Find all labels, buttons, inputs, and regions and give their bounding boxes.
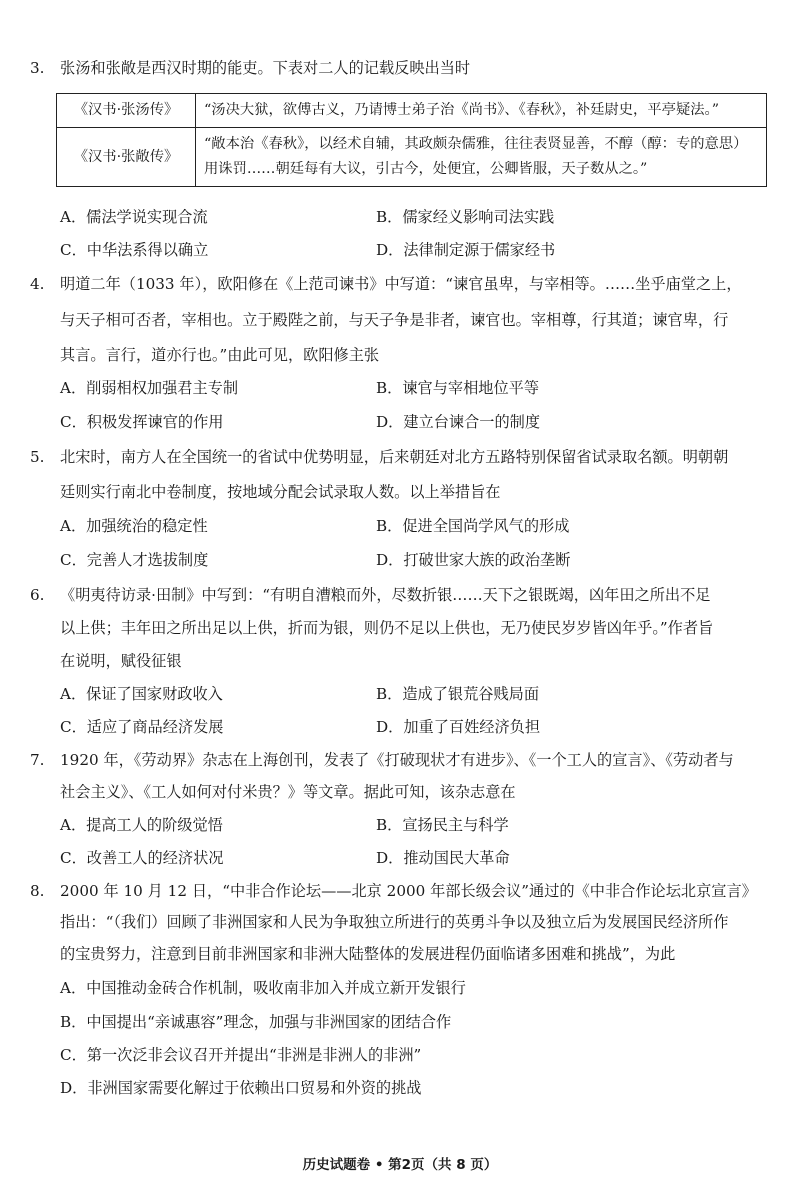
option-b[interactable]: B．谏官与宰相地位平等 [376, 379, 540, 397]
option-a[interactable]: A．中国推动金砖合作机制，吸收南非加入并成立新开发银行 [60, 979, 466, 997]
option-d[interactable]: D．加重了百姓经济负担 [376, 718, 541, 736]
question-4-number: 4. [30, 275, 45, 293]
option-a[interactable]: A．提高工人的阶级觉悟 [60, 816, 223, 834]
question-6-line-2: 以上供；丰年田之所出足以上供，折而为银，则仍不足以上供也，无乃使民岁岁皆凶年乎。”作者旨 [60, 619, 714, 637]
option-b[interactable]: B．中国提出“亲诚惠容”理念，加强与非洲国家的团结合作 [60, 1013, 452, 1031]
table-book-cell: 《汉书·张汤传》 [57, 94, 196, 128]
table-row [57, 128, 767, 187]
option-b[interactable]: B．促进全国尚学风气的形成 [376, 517, 570, 535]
question-8-line-2: 指出：“（我们）回顾了非洲国家和人民为争取独立所进行的英勇斗争以及独立后为发展国民经济所作 [60, 913, 729, 931]
table-book-cell: 《汉书·张敞传》 [57, 128, 196, 187]
question-4-line-3: 其言。言行，道亦行也。”由此可见，欧阳修主张 [60, 346, 380, 364]
option-a[interactable]: A．削弱相权加强君主专制 [60, 379, 239, 397]
question-7-line-2: 社会主义》、《工人如何对付米贵？》等文章。据此可知，该杂志意在 [60, 783, 516, 801]
option-c[interactable]: C．完善人才选拔制度 [60, 551, 209, 569]
question-5-line-2: 廷则实行南北中卷制度，按地域分配会试录取人数。以上举措旨在 [60, 483, 501, 501]
question-7-number: 7. [30, 751, 45, 769]
question-6-line-1: 《明夷待访录·田制》中写到：“有明自漕粮而外，尽数折银……天下之银既竭，凶年田之所出不足 [60, 586, 711, 604]
option-d[interactable]: D．推动国民大革命 [376, 849, 510, 867]
question-6-line-3: 在说明，赋役征银 [60, 652, 182, 670]
question-8-line-1: 2000 年 10 月 12 日，“中非合作论坛——北京 2000 年部长级会议”通过的《中非合作论坛北京宣言》 [60, 882, 757, 900]
question-3-number: 3. [30, 59, 45, 77]
option-c[interactable]: C．第一次泛非会议召开并提出“非洲是非洲人的非洲” [60, 1046, 422, 1064]
option-d[interactable]: D．非洲国家需要化解过于依赖出口贸易和外资的挑战 [60, 1079, 422, 1097]
source-table [56, 93, 767, 187]
question-8-number: 8. [30, 882, 45, 900]
option-b[interactable]: B．宣扬民主与科学 [376, 816, 509, 834]
option-a[interactable]: A．加强统治的稳定性 [60, 517, 208, 535]
question-4-line-1: 明道二年（1033 年），欧阳修在《上范司谏书》中写道：“谏官虽卑，与宰相等。……坐乎庙堂之上， [60, 275, 742, 293]
question-4-line-2: 与天子相可否者，宰相也。立于殿陛之前，与天子争是非者，谏官也。宰相尊，行其道；谏官卑，行 [60, 311, 729, 329]
table-quote-cell: “汤决大狱，欲傅古义，乃请博士弟子治《尚书》、《春秋》，补廷尉史，平亭疑法。” [196, 94, 767, 128]
option-c[interactable]: C．改善工人的经济状况 [60, 849, 224, 867]
option-c[interactable]: C．积极发挥谏官的作用 [60, 413, 224, 431]
option-c[interactable]: C．适应了商品经济发展 [60, 718, 224, 736]
option-d[interactable]: D．建立台谏合一的制度 [376, 413, 541, 431]
question-8-line-3: 的宝贵努力，注意到目前非洲国家和非洲大陆整体的发展进程仍面临诸多困难和挑战”，为此 [60, 945, 676, 963]
option-d[interactable]: D．打破世家大族的政治垄断 [376, 551, 571, 569]
option-b[interactable]: B．造成了银荒谷贱局面 [376, 685, 540, 703]
question-5-line-1: 北宋时，南方人在全国统一的省试中优势明显，后来朝廷对北方五路特别保留省试录取名额。明朝朝 [60, 448, 729, 466]
table-row [57, 94, 767, 128]
question-5-number: 5. [30, 448, 45, 466]
page-footer: 历史试题卷 • 第2页（共 8 页） [302, 1157, 498, 1173]
question-6-number: 6. [30, 586, 45, 604]
option-c[interactable]: C．中华法系得以确立 [60, 241, 209, 259]
question-7-line-1: 1920 年，《劳动界》杂志在上海创刊，发表了《打破现状才有进步》、《一个工人的宣言》、《劳动者与 [60, 751, 734, 769]
question-3-stem: 张汤和张敞是西汉时期的能吏。下表对二人的记载反映出当时 [60, 59, 471, 77]
option-d[interactable]: D．法律制定源于儒家经书 [376, 241, 556, 259]
option-a[interactable]: A．保证了国家财政收入 [60, 685, 223, 703]
option-a[interactable]: A．儒法学说实现合流 [60, 208, 208, 226]
table-quote-cell: “敞本治《春秋》，以经术自辅，其政颇杂儒雅，往往表贤显善，不醇（醇：专的意思）用诛罚……朝廷每有大议，引古今，处便宜，公卿皆服，天子数从之。” [196, 128, 767, 187]
option-b[interactable]: B．儒家经义影响司法实践 [376, 208, 555, 226]
